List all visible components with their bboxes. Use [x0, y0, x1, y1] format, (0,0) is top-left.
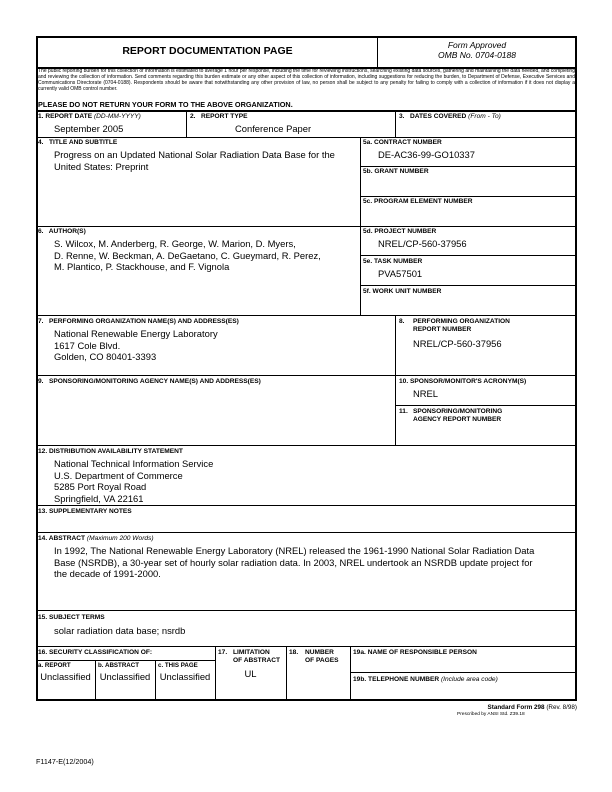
field-12-label: 12. DISTRIBUTION AVAILABILITY STATEMENT	[38, 448, 183, 455]
abstract-value[interactable]: In 1992, The National Renewable Energy Laboratory (NREL) released the 1961-1990 National Solar Radiation Data Base (NSRDB), a 30-year set of hourly solar radiation data. In 2003, NREL undertook an NSRDB update project for the decade of 1991-2000.	[54, 545, 535, 579]
title-value[interactable]: Progress on an Updated National Solar Radiation Data Base for the United States: Preprint	[54, 149, 335, 172]
form-code: F1147-E(12/2004)	[36, 757, 94, 766]
prescribed-by: Prescribed by ANSI Std. Z39.18	[457, 712, 525, 717]
burden-notice: The public reporting burden for this collection of information is estimated to average 1 hour per response, including the time for reviewing instructions, searching existing data sources, gathering and maintaining the data needed, and completing and reviewing the collection of information. Send comments regarding this burden estimate or any other aspect of this collection of information, including suggestions for reducing the burden, to Department of Defense, Executive Services and Communications Directorate (0704-0188). Respondents should be aware that notwithstanding any other provision of law, no person shall be subject to any penalty for failing to comply with a collection of information if it does not display a currently valid OMB control number.	[38, 68, 575, 92]
standard-form-line: Standard Form 298 (Rev. 8/98)	[487, 704, 577, 711]
field-16c-label: c. THIS PAGE	[158, 662, 198, 669]
distribution-value[interactable]: National Technical Information Service U.S. Department of Commerce 5285 Port Royal Road Springfield, VA 22161	[54, 458, 214, 504]
divider	[350, 646, 351, 701]
divider	[36, 226, 577, 227]
divider	[395, 405, 577, 406]
performing-org-value[interactable]: National Renewable Energy Laboratory 1617 Cole Blvd. Golden, CO 80401-3393	[54, 328, 218, 362]
field-5e-label: 5e. TASK NUMBER	[363, 258, 423, 265]
divider	[360, 196, 577, 197]
field-11-label: SPONSORING/MONITORING AGENCY REPORT NUMBER	[413, 408, 503, 423]
divider	[360, 255, 577, 256]
divider	[36, 660, 215, 661]
project-number-value[interactable]: NREL/CP-560-37956	[378, 238, 467, 249]
sponsor-acronym-value[interactable]: NREL	[413, 388, 439, 399]
field-16b-label: b. ABSTRACT	[98, 662, 140, 669]
field-17-num: 17.	[218, 649, 228, 656]
report-documentation-form	[36, 36, 577, 701]
return-notice: PLEASE DO NOT RETURN YOUR FORM TO THE ABOVE ORGANIZATION.	[38, 100, 293, 109]
field-5f-label: 5f. WORK UNIT NUMBER	[363, 288, 442, 295]
task-number-value[interactable]: PVA57501	[378, 268, 423, 279]
field-5d-label: 5d. PROJECT NUMBER	[363, 228, 437, 235]
field-19b-label: 19b. TELEPHONE NUMBER (Include area code)	[353, 676, 498, 683]
field-10-label: 10. SPONSOR/MONITOR'S ACRONYM(S)	[399, 378, 527, 385]
divider	[360, 137, 361, 315]
divider	[36, 137, 577, 138]
report-type-value[interactable]: Conference Paper	[235, 123, 312, 134]
report-classification-value[interactable]: Unclassified	[40, 671, 91, 682]
divider	[36, 375, 577, 376]
field-2-label: 2. REPORT TYPE	[190, 113, 248, 120]
divider	[36, 646, 577, 647]
field-19a-label: 19a. NAME OF RESPONSIBLE PERSON	[353, 649, 477, 656]
divider	[360, 285, 577, 286]
page-title: REPORT DOCUMENTATION PAGE	[122, 45, 293, 57]
field-13-label: 13. SUPPLEMENTARY NOTES	[38, 508, 132, 515]
divider	[36, 315, 577, 316]
field-6-label: 6. AUTHOR(S)	[38, 228, 86, 235]
divider	[286, 646, 287, 701]
authors-value[interactable]: S. Wilcox, M. Anderberg, R. George, W. Marion, D. Myers, D. Renne, W. Beckman, A. DeGaetano, C. Gueymard, R. Perez, M. Plantico, P. Stackhouse, and F. Vignola	[54, 238, 321, 272]
this-page-classification-value[interactable]: Unclassified	[159, 671, 211, 682]
field-3-label: 3. DATES COVERED (From - To)	[399, 113, 501, 120]
divider	[36, 445, 577, 446]
field-16-label: 16. SECURITY CLASSIFICATION OF:	[38, 649, 153, 656]
divider	[395, 110, 396, 137]
divider	[36, 505, 577, 506]
field-15-label: 15. SUBJECT TERMS	[38, 614, 105, 621]
divider	[395, 315, 396, 445]
limitation-value[interactable]: UL	[244, 668, 257, 679]
divider	[36, 532, 577, 533]
divider	[360, 166, 577, 167]
form-approved: Form Approved	[447, 40, 507, 50]
divider	[36, 110, 577, 112]
contract-number-value[interactable]: DE-AC36-99-GO10337	[378, 149, 475, 160]
field-1-label: 1. REPORT DATE (DD-MM-YYYY)	[38, 113, 141, 120]
field-7-label: 7. PERFORMING ORGANIZATION NAME(S) AND ADDRESS(ES)	[38, 318, 239, 325]
field-8-num: 8.	[399, 318, 405, 325]
field-18-label: NUMBER OF PAGES	[305, 649, 339, 664]
field-5a-label: 5a. CONTRACT NUMBER	[363, 139, 442, 146]
divider	[36, 610, 577, 611]
divider	[350, 672, 577, 673]
field-5b-label: 5b. GRANT NUMBER	[363, 168, 429, 175]
field-16a-label: a. REPORT	[38, 662, 71, 669]
field-18-num: 18.	[289, 649, 299, 656]
field-4-label: 4. TITLE AND SUBTITLE	[38, 139, 118, 146]
field-11-num: 11.	[399, 408, 408, 415]
subject-terms-value[interactable]: solar radiation data base; nsrdb	[54, 625, 186, 636]
field-8-label: PERFORMING ORGANIZATION REPORT NUMBER	[413, 318, 510, 333]
field-9-label: 9. SPONSORING/MONITORING AGENCY NAME(S) AND ADDRESS(ES)	[38, 378, 261, 385]
performing-report-number-value[interactable]: NREL/CP-560-37956	[413, 338, 502, 349]
report-date-value[interactable]: September 2005	[54, 123, 124, 134]
abstract-classification-value[interactable]: Unclassified	[99, 671, 151, 682]
field-5c-label: 5c. PROGRAM ELEMENT NUMBER	[363, 198, 473, 205]
divider	[186, 110, 187, 137]
omb-number: OMB No. 0704-0188	[438, 50, 516, 60]
field-17-label: LIMITATION OF ABSTRACT	[233, 649, 281, 664]
field-14-label: 14. ABSTRACT (Maximum 200 Words)	[38, 535, 154, 542]
